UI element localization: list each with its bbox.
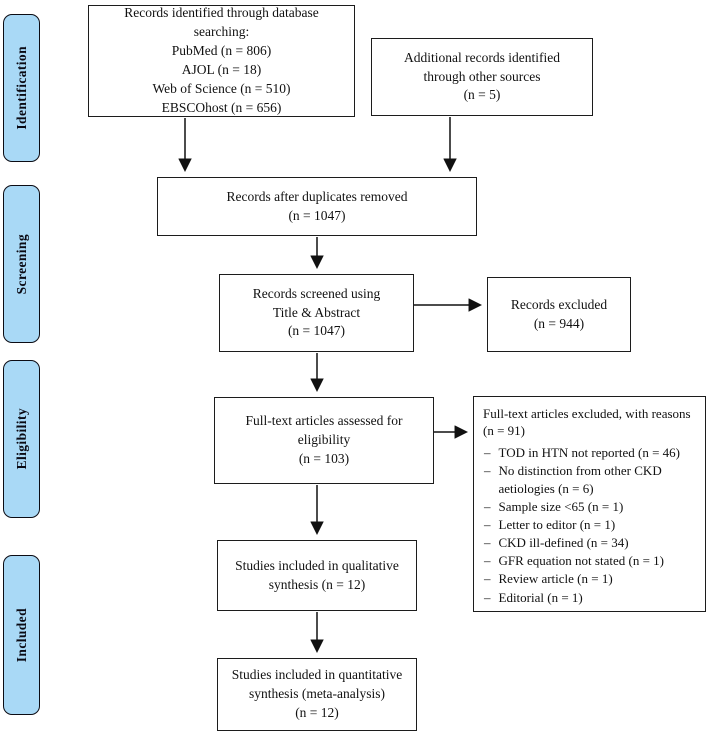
box-text-line: Records screened using: [252, 285, 381, 301]
reason-text: No distinction from other CKD aetiologies (n = 6): [498, 463, 662, 496]
box-text-line: AJOL (n = 18): [181, 62, 262, 77]
reason-item: [484, 498, 623, 515]
reason-text: Sample size <65 (n = 1): [498, 498, 624, 514]
reason-item: [484, 534, 629, 551]
box-fulltext-assessed: [214, 397, 434, 484]
box-quantitative-synthesis: [217, 658, 417, 731]
dash-bullet: –: [484, 498, 491, 514]
stage-label-eligibility-text: Eligibility: [13, 408, 29, 470]
box-text-line: Records identified through database: [124, 5, 319, 21]
box-text-line: (n = 103): [298, 450, 350, 466]
box-fulltext-excluded-reasons: [473, 396, 706, 612]
stage-label-included: [3, 555, 40, 715]
box-text-line: synthesis (n = 12): [268, 576, 366, 592]
reason-text: Letter to editor (n = 1): [498, 516, 616, 532]
box-text-line: PubMed (n = 806): [171, 43, 272, 59]
stage-label-identification: [3, 14, 40, 162]
stage-label-identification-text: Identification: [13, 46, 29, 130]
box-text-line: (n = 944): [533, 315, 585, 331]
reason-item: [484, 462, 695, 496]
box-text-line: (n = 1047): [287, 323, 346, 339]
exclusion-reasons-title: Full-text articles excluded, with reasons (n = 91): [483, 406, 691, 439]
dash-bullet: –: [484, 571, 491, 587]
box-text-line: synthesis (meta-analysis): [248, 686, 386, 702]
box-text-line: (n = 1047): [288, 207, 346, 223]
reason-text: TOD in HTN not reported (n = 46): [498, 445, 680, 461]
box-records-identified-database: [88, 5, 355, 117]
stage-label-eligibility: [3, 360, 40, 518]
reason-text: Review article (n = 1): [498, 571, 613, 587]
box-text-line: through other sources: [423, 68, 541, 84]
dash-bullet: –: [484, 516, 491, 532]
box-records-excluded: [487, 277, 631, 352]
box-qualitative-synthesis: [217, 540, 417, 611]
reason-item: [484, 589, 583, 606]
dash-bullet: –: [484, 553, 491, 569]
box-text-line: (n = 5): [463, 87, 501, 103]
box-additional-records: [371, 38, 593, 116]
box-records-screened: [219, 274, 414, 352]
reason-item: [484, 570, 613, 587]
box-text-line: Title & Abstract: [272, 304, 361, 320]
box-duplicates-removed: [157, 177, 477, 236]
reason-item: [484, 444, 680, 461]
box-text-line: (n = 12): [295, 704, 339, 720]
reason-item: [484, 516, 615, 533]
reason-text: CKD ill-defined (n = 34): [498, 535, 629, 551]
box-text-line: searching:: [193, 24, 250, 40]
box-text-line: Studies included in qualitative: [235, 557, 399, 573]
box-text-line: Studies included in quantitative: [231, 667, 403, 683]
reason-text: GFR equation not stated (n = 1): [498, 553, 664, 569]
dash-bullet: –: [484, 463, 491, 479]
stage-label-screening: [3, 185, 40, 343]
box-text-line: Full-text articles assessed for: [245, 413, 403, 429]
stage-label-included-text: Included: [13, 607, 29, 663]
dash-bullet: –: [484, 445, 491, 461]
box-text-line: Records after duplicates removed: [226, 188, 408, 204]
reason-text: Editorial (n = 1): [498, 589, 583, 605]
dash-bullet: –: [484, 589, 491, 605]
box-text-line: eligibility: [297, 432, 351, 448]
dash-bullet: –: [484, 535, 491, 551]
stage-label-screening-text: Screening: [13, 233, 29, 295]
box-text-line: EBSCOhost (n = 656): [161, 99, 282, 115]
box-text-line: Web of Science (n = 510): [152, 80, 291, 96]
box-text-line: Records excluded: [510, 296, 608, 312]
box-text-line: Additional records identified: [404, 49, 560, 65]
reason-item: [484, 552, 664, 569]
